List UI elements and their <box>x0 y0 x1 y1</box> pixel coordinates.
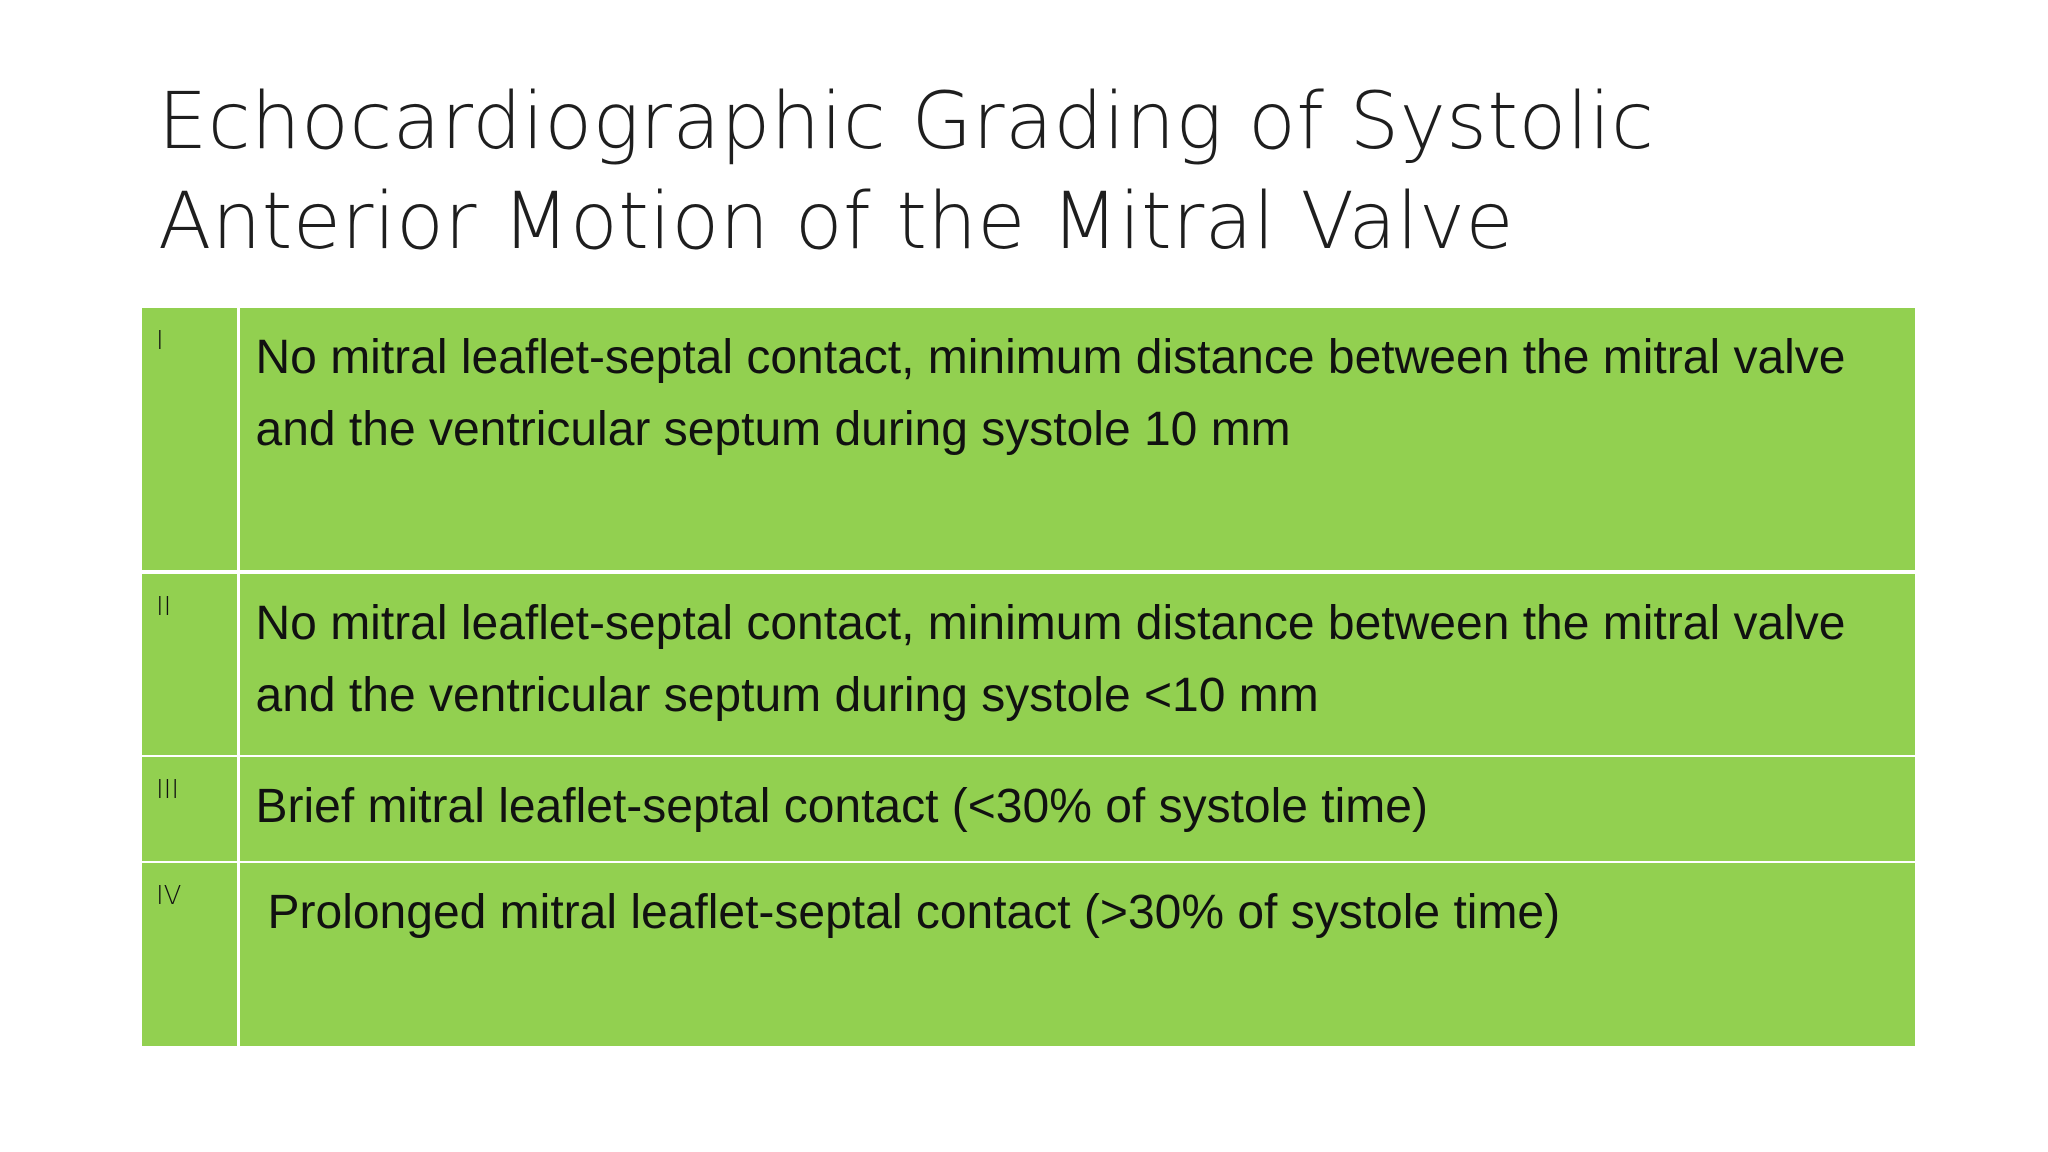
grade-cell: III <box>142 756 238 862</box>
slide-title-line-1: Echocardiographic Grading of Systolic <box>158 77 1655 167</box>
grade-cell: II <box>142 572 238 756</box>
table-row <box>142 308 1915 572</box>
description-cell: Prolonged mitral leaflet-septal contact (>30% of systole time) <box>238 862 1915 1046</box>
grade-cell: IV <box>142 862 238 1046</box>
slide-title <box>158 72 1858 272</box>
description-cell: Brief mitral leaflet-septal contact (<30% of systole time) <box>238 756 1915 862</box>
description-cell: No mitral leaflet-septal contact, minimum distance between the mitral valve and the ventricular septum during systole 10 mm <box>238 308 1915 572</box>
table-row <box>142 572 1915 756</box>
table-row <box>142 862 1915 1046</box>
table-row <box>142 756 1915 862</box>
description-cell: No mitral leaflet-septal contact, minimum distance between the mitral valve and the ventricular septum during systole <10 mm <box>238 572 1915 756</box>
grade-cell: I <box>142 308 238 572</box>
slide-title-line-2: Anterior Motion of the Mitral Valve <box>158 177 1514 267</box>
grading-table <box>142 308 1915 1046</box>
